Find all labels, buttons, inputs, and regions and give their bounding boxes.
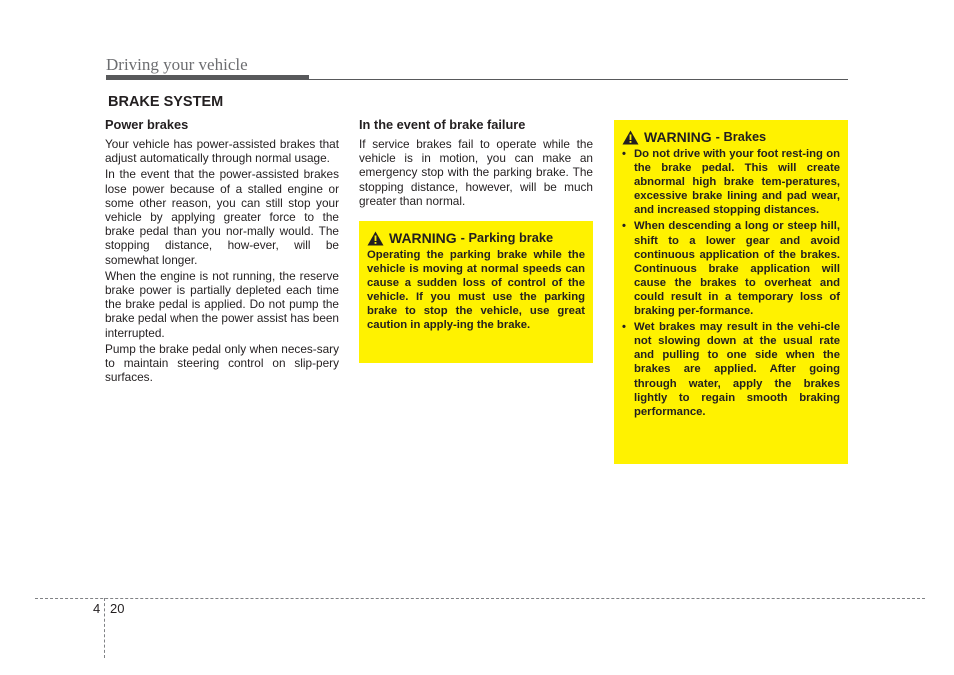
warning-triangle-icon <box>367 231 384 246</box>
warning-label: WARNING <box>644 129 712 146</box>
warning-item-text: Wet brakes may result in the vehi-cle not slowing down at the usual rate and pulling to one side when the brakes are applied. After going through water, apply the brakes lightly to regain smooth braking performance. <box>634 321 840 418</box>
bullet-icon: • <box>622 321 626 334</box>
warning-triangle-icon <box>622 130 639 145</box>
paragraph: When the engine is not running, the reserve brake power is partially depleted each time the brake pedal is applied. Do not pump the brake pedal when the power assist has been interrupted. <box>105 268 339 340</box>
warning-label: WARNING <box>389 230 457 247</box>
page-number: 20 <box>110 601 125 616</box>
warning-item-text: Do not drive with your foot rest-ing on the brake pedal. This will create abnormal high brake tem-peratures, excessive brake lining and pad wear, and increased stopping distances. <box>634 148 840 217</box>
heading-power-brakes: Power brakes <box>105 117 189 132</box>
warning-header <box>622 130 840 145</box>
paragraph: If service brakes fail to operate while the vehicle is in motion, you can make an emergency stop with the parking brake. The stopping distance, however, will be much greater than normal. <box>359 137 593 208</box>
warning-item-text: When descending a long or steep hill, shift to a lower gear and avoid continuous application of the brakes. Continuous brake application will cause the brakes to overheat and could result in a temporary loss of braking per-formance. <box>634 220 840 318</box>
warning-subtitle: - Parking brake <box>460 230 554 246</box>
footer-dashed-rule <box>35 598 925 599</box>
heading-brake-failure: In the event of brake failure <box>359 117 526 132</box>
warning-box-brakes <box>614 120 848 464</box>
warning-list <box>622 147 840 419</box>
paragraph: Pump the brake pedal only when neces-sary to maintain steering control on slip-pery surfaces. <box>105 341 339 385</box>
column-brake-failure <box>359 117 593 210</box>
warning-box-parking-brake <box>359 221 593 363</box>
column-power-brakes <box>105 117 339 386</box>
paragraph: In the event that the power-assisted brakes lose power because of a stalled engine or some other reason, you can still stop your vehicle by applying greater force to the brake pedal than you nor-mally would. The stopping distance, how-ever, will be somewhat longer. <box>105 167 339 267</box>
footer-dashed-divider <box>104 598 105 658</box>
warning-list-item <box>622 219 840 318</box>
paragraph: Your vehicle has power-assisted brakes that adjust automatically through normal usage. <box>105 137 339 166</box>
running-header-title: Driving your vehicle <box>106 55 248 74</box>
section-title: BRAKE SYSTEM <box>108 94 224 110</box>
bullet-icon: • <box>622 220 626 233</box>
warning-text: Operating the parking brake while the vehicle is moving at normal speeds can cause a sudden loss of control of the vehicle. If you must use the parking brake to stop the vehicle, use great caution in apply-ing the brake. <box>367 249 585 332</box>
header-thin-rule <box>106 79 848 80</box>
bullet-icon: • <box>622 148 626 160</box>
warning-header <box>367 231 585 246</box>
warning-list-item <box>622 147 840 217</box>
page-section-number: 4 <box>93 601 101 616</box>
warning-subtitle: - Brakes <box>715 129 767 145</box>
warning-list-item <box>622 320 840 419</box>
